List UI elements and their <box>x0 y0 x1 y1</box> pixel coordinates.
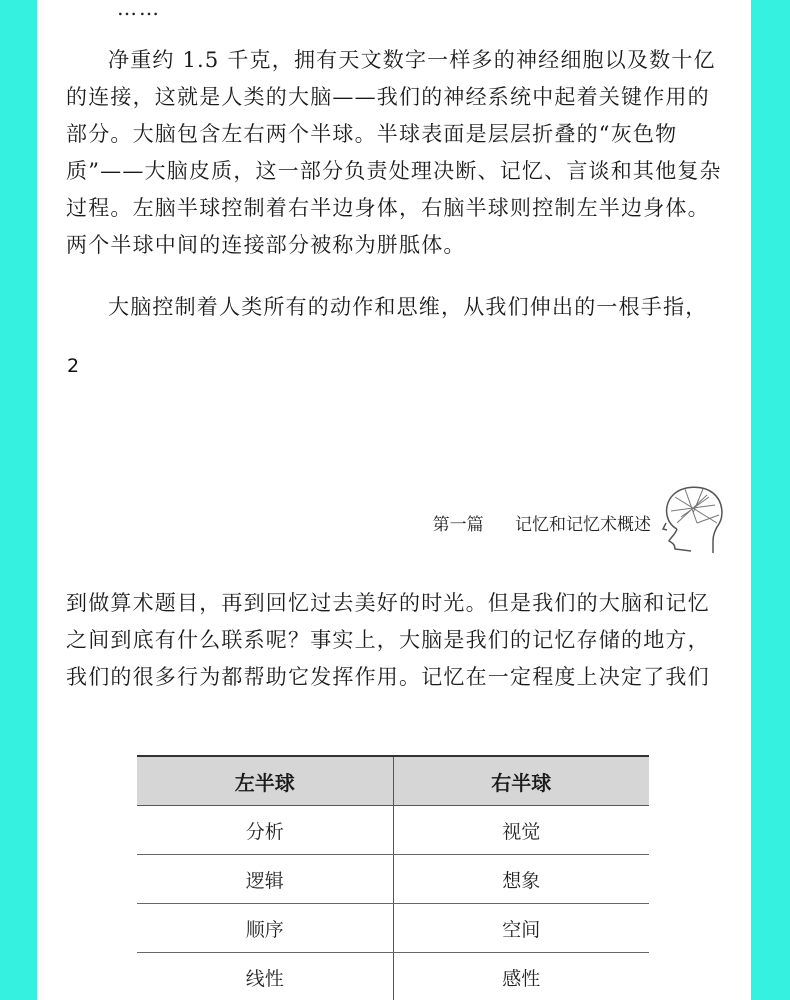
table-cell: 顺序 <box>137 904 393 953</box>
table-cell: 分析 <box>137 806 393 855</box>
table-row <box>137 855 649 904</box>
table-cell: 逻辑 <box>137 855 393 904</box>
header-right-hemisphere: 右半球 <box>393 756 649 806</box>
table-cell: 感性 <box>393 953 649 1000</box>
table-header-row <box>137 756 649 806</box>
table-row <box>137 806 649 855</box>
table-row <box>137 953 649 1000</box>
paragraph-brain-memory: 到做算术题目，再到回忆过去美好的时光。但是我们的大脑和记忆之间到底有什么联系呢？事实上，大脑是我们的记忆存储的地方，我们的很多行为都帮助它发挥作用。记忆在一定程度上决定了我们 <box>66 591 710 689</box>
table-row <box>137 904 649 953</box>
table-cell: 视觉 <box>393 806 649 855</box>
running-head-title: 记忆和记忆术概述 <box>515 515 651 535</box>
table-cell: 线性 <box>137 953 393 1000</box>
running-head <box>433 510 651 535</box>
header-left-hemisphere: 左半球 <box>137 756 393 806</box>
hemisphere-table <box>137 755 649 1000</box>
table-cell: 空间 <box>393 904 649 953</box>
table-cell: 想象 <box>393 855 649 904</box>
running-head-part: 第一篇 <box>432 515 484 535</box>
paragraph-brain-description: 净重约 1.5 千克，拥有天文数字一样多的神经细胞以及数十亿的连接，这就是人类的大脑——我们的神经系统中起着关键作用的部分。大脑包含左右两个半球。半球表面是层层折叠的“灰色物质”——大脑皮质，这一部分负责处理决断、记忆、言谈和其他复杂过程。左脑半球控制着右半边身体，右脑半球则控制左半边身体。两个半球中间的连接部分被称为胼胝体。 <box>66 48 722 257</box>
paragraph-brain-control: 大脑控制着人类所有的动作和思维，从我们伸出的一根手指， <box>108 295 708 319</box>
ellipsis-text: …… <box>117 0 161 20</box>
phrenology-head-icon <box>657 483 727 555</box>
book-page <box>37 0 751 1000</box>
page-number: 2 <box>67 355 80 377</box>
